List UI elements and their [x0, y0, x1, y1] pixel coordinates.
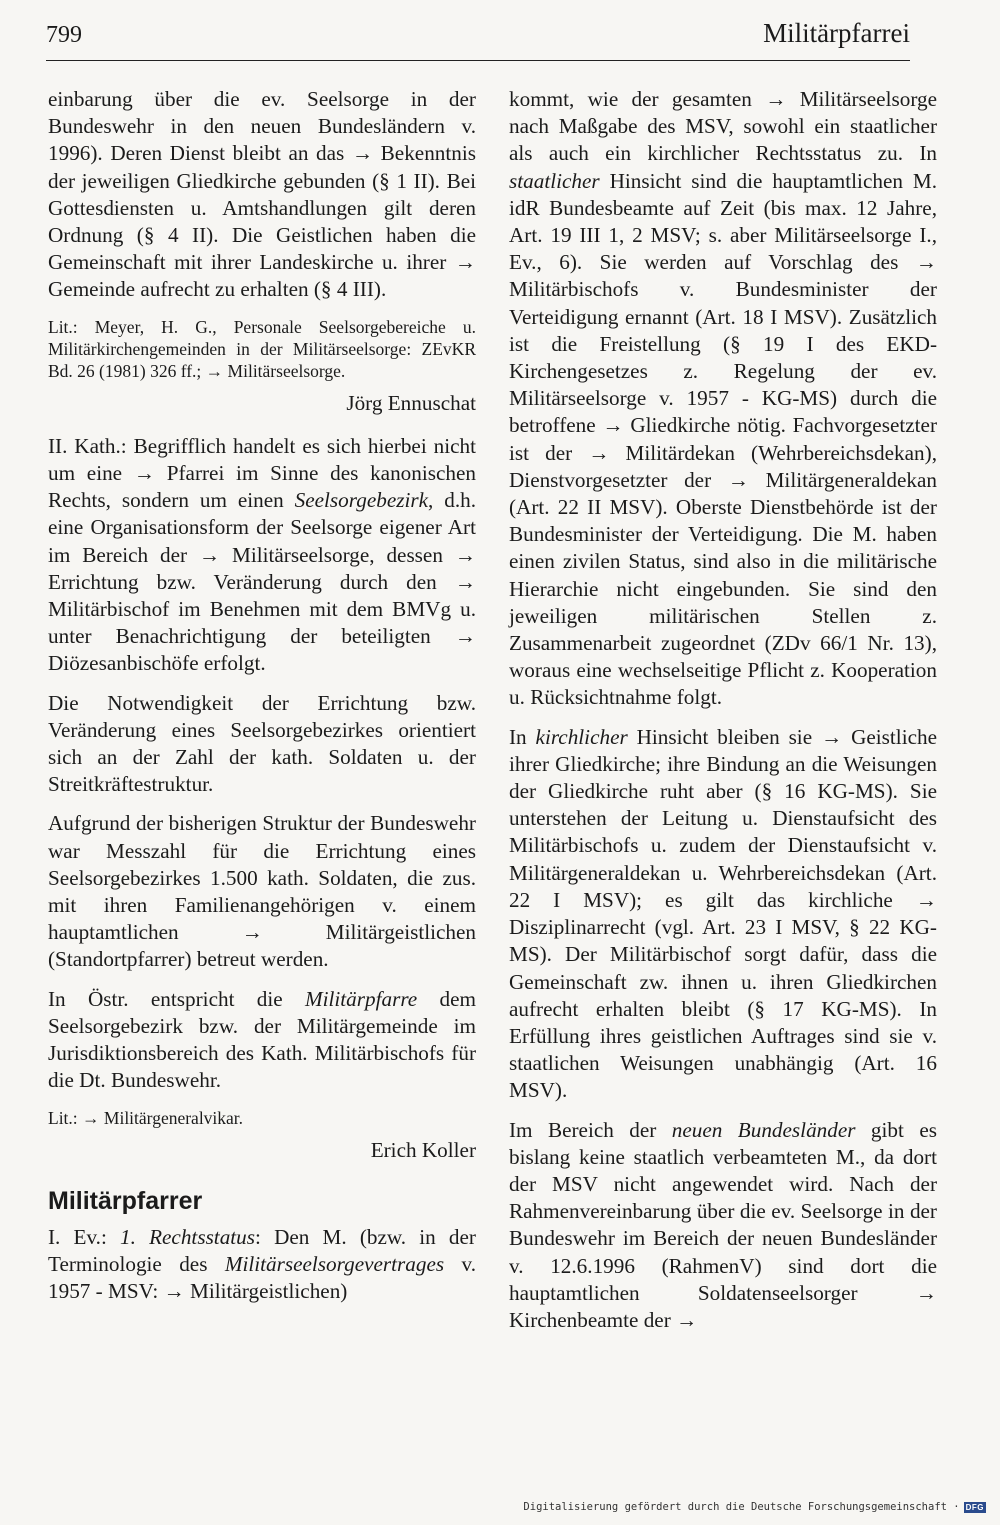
page-number: 799 — [46, 22, 82, 48]
footer-text: Digitalisierung gefördert durch die Deutsche Forschungsgemeinschaft · — [523, 1501, 960, 1513]
paragraph — [48, 1224, 476, 1306]
page-header — [46, 16, 910, 61]
italic-term: kirchlicher — [535, 724, 628, 749]
text-run: II. Kath.: Begrifflich handelt es sich hierbei nicht um eine → Pfarrei im Sinne des kanonischen Rechts, sondern um einen — [48, 433, 476, 513]
italic-term: staatlicher — [509, 168, 600, 193]
literature-reference: Lit.: → Militärgeneralvikar. — [48, 1107, 244, 1128]
italic-term: 1. Rechtsstatus — [120, 1224, 256, 1249]
text-run: In Östr. entspricht die — [48, 986, 305, 1011]
text-run: , d.h. eine Organisationsform der Seelsorge eigener Art im Bereich der → Militärseelsorge, dessen → Errichtung bzw. Veränderung durch den → Militärbischof im Benehmen mit dem BMVg u. unter Benachrichtigung der beteiligten → Diözesanbischöfe erfolgt. — [48, 488, 477, 676]
paragraph — [509, 1117, 937, 1335]
dfg-logo: DFG — [965, 1502, 984, 1512]
text-run: kommt, wie der gesamten → Militärseelsorge nach Maßgabe des MSV, sowohl ein staatlicher als auch ein kirchlicher Rechtsstatus zu. In — [509, 87, 937, 166]
italic-term: Militärseelsorgevertrages — [224, 1251, 445, 1276]
literature-reference: Lit.: Meyer, H. G., Personale Seelsorgebereiche u. Militärkirchengemeinden in der Militärseelsorge: ZEvKR Bd. 26 (1981) 326 ff.; → Militärseelsorge. — [48, 316, 476, 381]
paragraph: Aufgrund der bisherigen Struktur der Bundeswehr war Messzahl für die Errichtung eines Seelsorgebezirkes 1.500 kath. Soldaten, die zus. mit ihren Familienangehörigen v. einem hauptamtlichen → Militärgeistlichen (Standortpfarrer) betreut werden. — [48, 811, 476, 972]
paragraph — [48, 433, 476, 678]
paragraph: einbarung über die ev. Seelsorge in der Bundeswehr in den neuen Bundesländern v. 1996). Deren Dienst bleibt an das → Bekenntnis der jeweiligen Gliedkirche gebunden (§ 1 II). Bei Gottesdiensten u. Amtshandlungen gilt deren Ordnung (§ 4 II). Die Geistlichen haben die Gemeinschaft mit ihrer Landeskirche u. ihrer → Gemeinde aufrecht zu erhalten (§ 4 III). — [48, 87, 476, 302]
paragraph — [48, 986, 476, 1095]
paragraph — [509, 724, 937, 1105]
text-run: dem Seelsorgebezirk bzw. der Militärgemeinde im Jurisdiktionsbereich des Kath. Militärbischofs für die Dt. Bundeswehr. — [48, 986, 476, 1093]
author-signature: Jörg Ennuschat — [346, 390, 476, 415]
running-head: Militärpfarrei — [763, 18, 910, 48]
text-run: : Den M. (bzw. in der Terminologie des — [48, 1224, 476, 1276]
paragraph: Die Notwendigkeit der Errichtung bzw. Veränderung eines Seelsorgebezirkes orientiert sich an der Zahl der kath. Soldaten u. der Streitkräftestruktur. — [48, 690, 476, 797]
text-run: In — [509, 724, 536, 749]
left-column — [48, 86, 476, 1305]
text-run: Hinsicht bleiben sie → Geistliche ihrer Gliedkirche; ihre Bindung an die Weisungen der Gliedkirche ruht aber (§ 16 KG-MS). Sie unterstehen der Leitung u. Dienstaufsicht des Militärbischofs u. zudem der Dienstaufsicht v. Militärgeneraldekan u. Wehrbereichsdekan (Art. 22 I MSV); es gilt das kirchliche → Disziplinarrecht (vgl. Art. 23 I MSV, § 22 KG-MS). Der Militärbischof sorgt dafür, dass die Gemeinschaft zw. ihnen u. ihren Gliedkirchen aufrecht erhalten bleibt (§ 17 KG-MS). In Erfüllung ihres geistlichen Auftrages sind sie v. staatlichen Weisungen unabhängig (Art. 16 MSV). — [509, 724, 937, 1103]
text-run: gibt es bislang keine staatlich verbeamteten M., da dort der MSV nicht angewendet wird. Nach der Rahmenvereinbarung über die ev. Seelsorge in der Bundeswehr im Bereich der neuen Bundesländer v. 12.6.1996 (RahmenV) sind dort die hauptamtlichen Soldatenseelsorger → Kirchenbeamte der → — [509, 1117, 937, 1332]
text-run: Hinsicht sind die hauptamtlichen M. idR Bundesbeamte auf Zeit (bis max. 12 Jahre, Art. 19 III 1, 2 MSV; s. aber Militärseelsorge I., Ev., 6). Sie werden auf Vorschlag des → Militärbischofs v. Bundesminister der Verteidigung ernannt (Art. 18 I MSV). Zusätzlich ist die Freistellung (§ 19 I des EKD-Kirchengesetzes z. Regelung der ev. Militärseelsorge v. 1957 - KG-MS) durch die betroffene → Gliedkirche nötig. Fachvorgesetzter ist der → Militärdekan (Wehrbereichsdekan), Dienstvorgesetzter der → Militärgeneraldekan (Art. 22 II MSV). Oberste Dienstbehörde ist der Bundesminister der Verteidigung. Die M. haben einen zivilen Status, sind also in die militärische Hierarchie nicht eingebunden. Sie sind den jeweiligen militärischen Stellen z. Zusammenarbeit zugeordnet (ZDv 66/1 Nr. 13), woraus eine wechselseitige Pflicht z. Kooperation u. Rücksichtnahme folgt. — [509, 168, 937, 710]
italic-term: neuen Bundesländer — [671, 1117, 856, 1142]
paragraph — [509, 86, 937, 712]
right-column — [509, 86, 937, 1334]
text-run: v. 1957 - MSV: → Militärgeistlichen) — [48, 1251, 477, 1304]
text-run: I. Ev.: — [48, 1224, 121, 1249]
italic-term: Militärpfarre — [304, 986, 418, 1011]
italic-term: Seelsorgebezirk — [294, 488, 429, 513]
text-run: Im Bereich der — [509, 1117, 672, 1142]
digitization-footer — [523, 1501, 986, 1513]
entry-heading: Militärpfarrer — [48, 1186, 203, 1215]
author-signature: Erich Koller — [370, 1137, 476, 1162]
